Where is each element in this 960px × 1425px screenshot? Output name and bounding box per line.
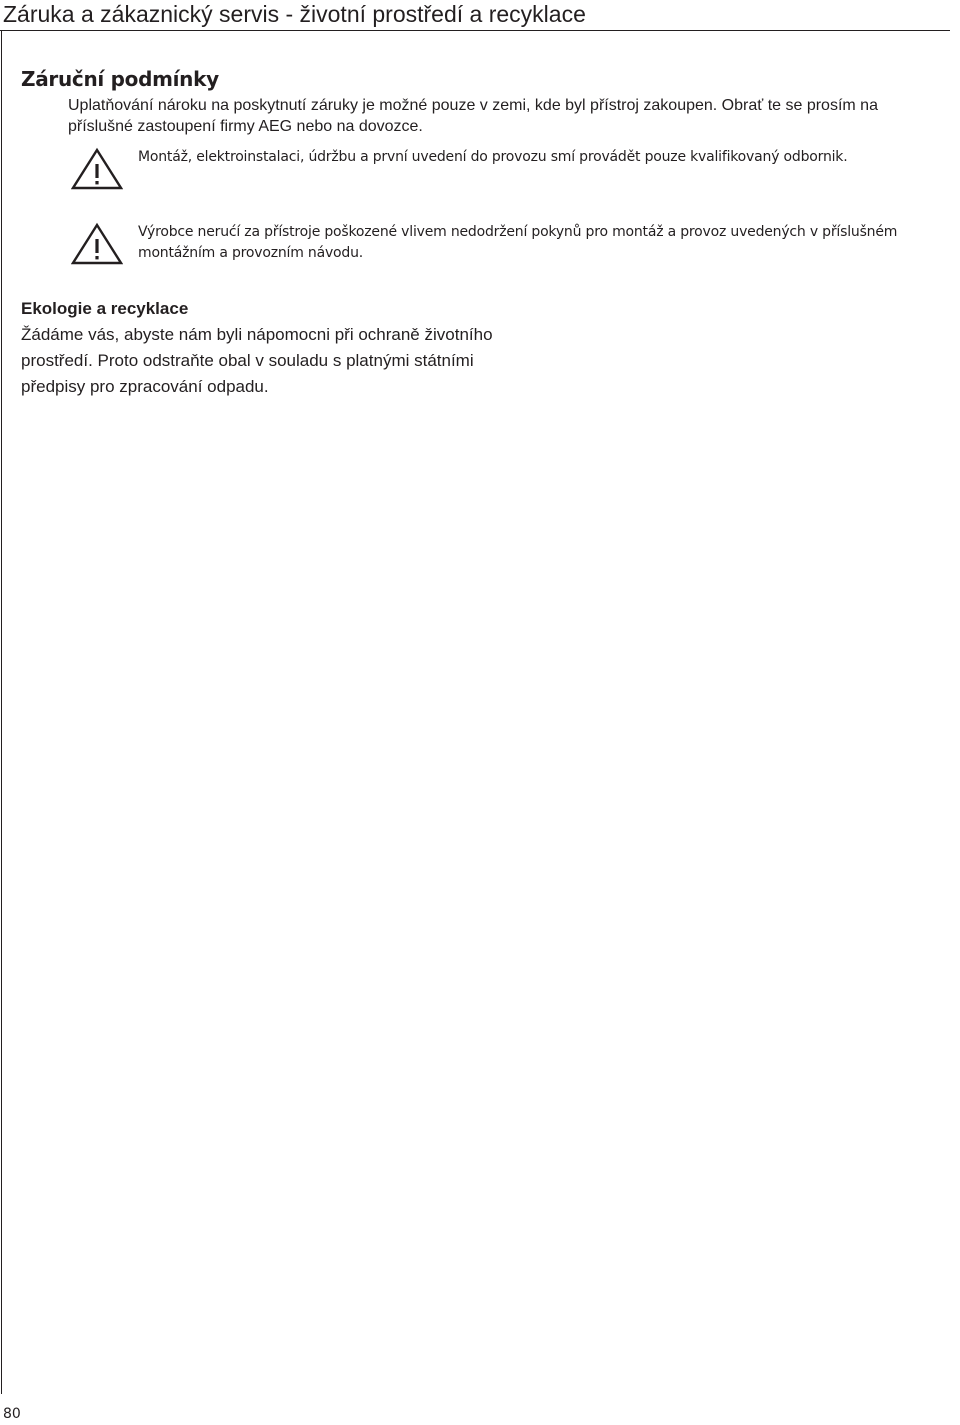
ecology-text: Žádáme vás, abyste nám byli nápomocni při ochraně životního prostředí. Proto odstraňte obal v souladu s platnými státními předpisy pro zpracování odpadu. — [21, 325, 493, 396]
warning-triangle-icon — [71, 147, 123, 191]
warning-text-liability: Výrobce nerućí za přístroje poškozené vlivem nedodržení pokynů pro montáž a provoz uvedených v příslušném montážním a provozním návodu. — [138, 224, 898, 261]
warning-triangle-icon — [71, 222, 123, 266]
ecology-heading: Ekologie a recyklace — [21, 299, 189, 318]
warranty-text: Uplatňování nároku na poskytnutí záruky je možné pouze v zemi, kde byl přístroj zakoupen. Obrať te se prosím na příslušné zastoupení firmy AEG nebo na dovozce. — [68, 97, 878, 135]
page-number: 80 — [3, 1406, 21, 1422]
warranty-heading: Záruční podmínky — [21, 67, 219, 91]
warning-text-installation: Montáž, elektroinstalaci, údržbu a první uvedení do provozu smí provádět pouze kvalifikovaný odbornik. — [138, 149, 848, 165]
page-title: Záruka a zákaznický servis - životní prostředí a recyklace — [3, 1, 586, 27]
left-margin-rule — [1, 30, 2, 1394]
header-divider — [0, 30, 950, 31]
